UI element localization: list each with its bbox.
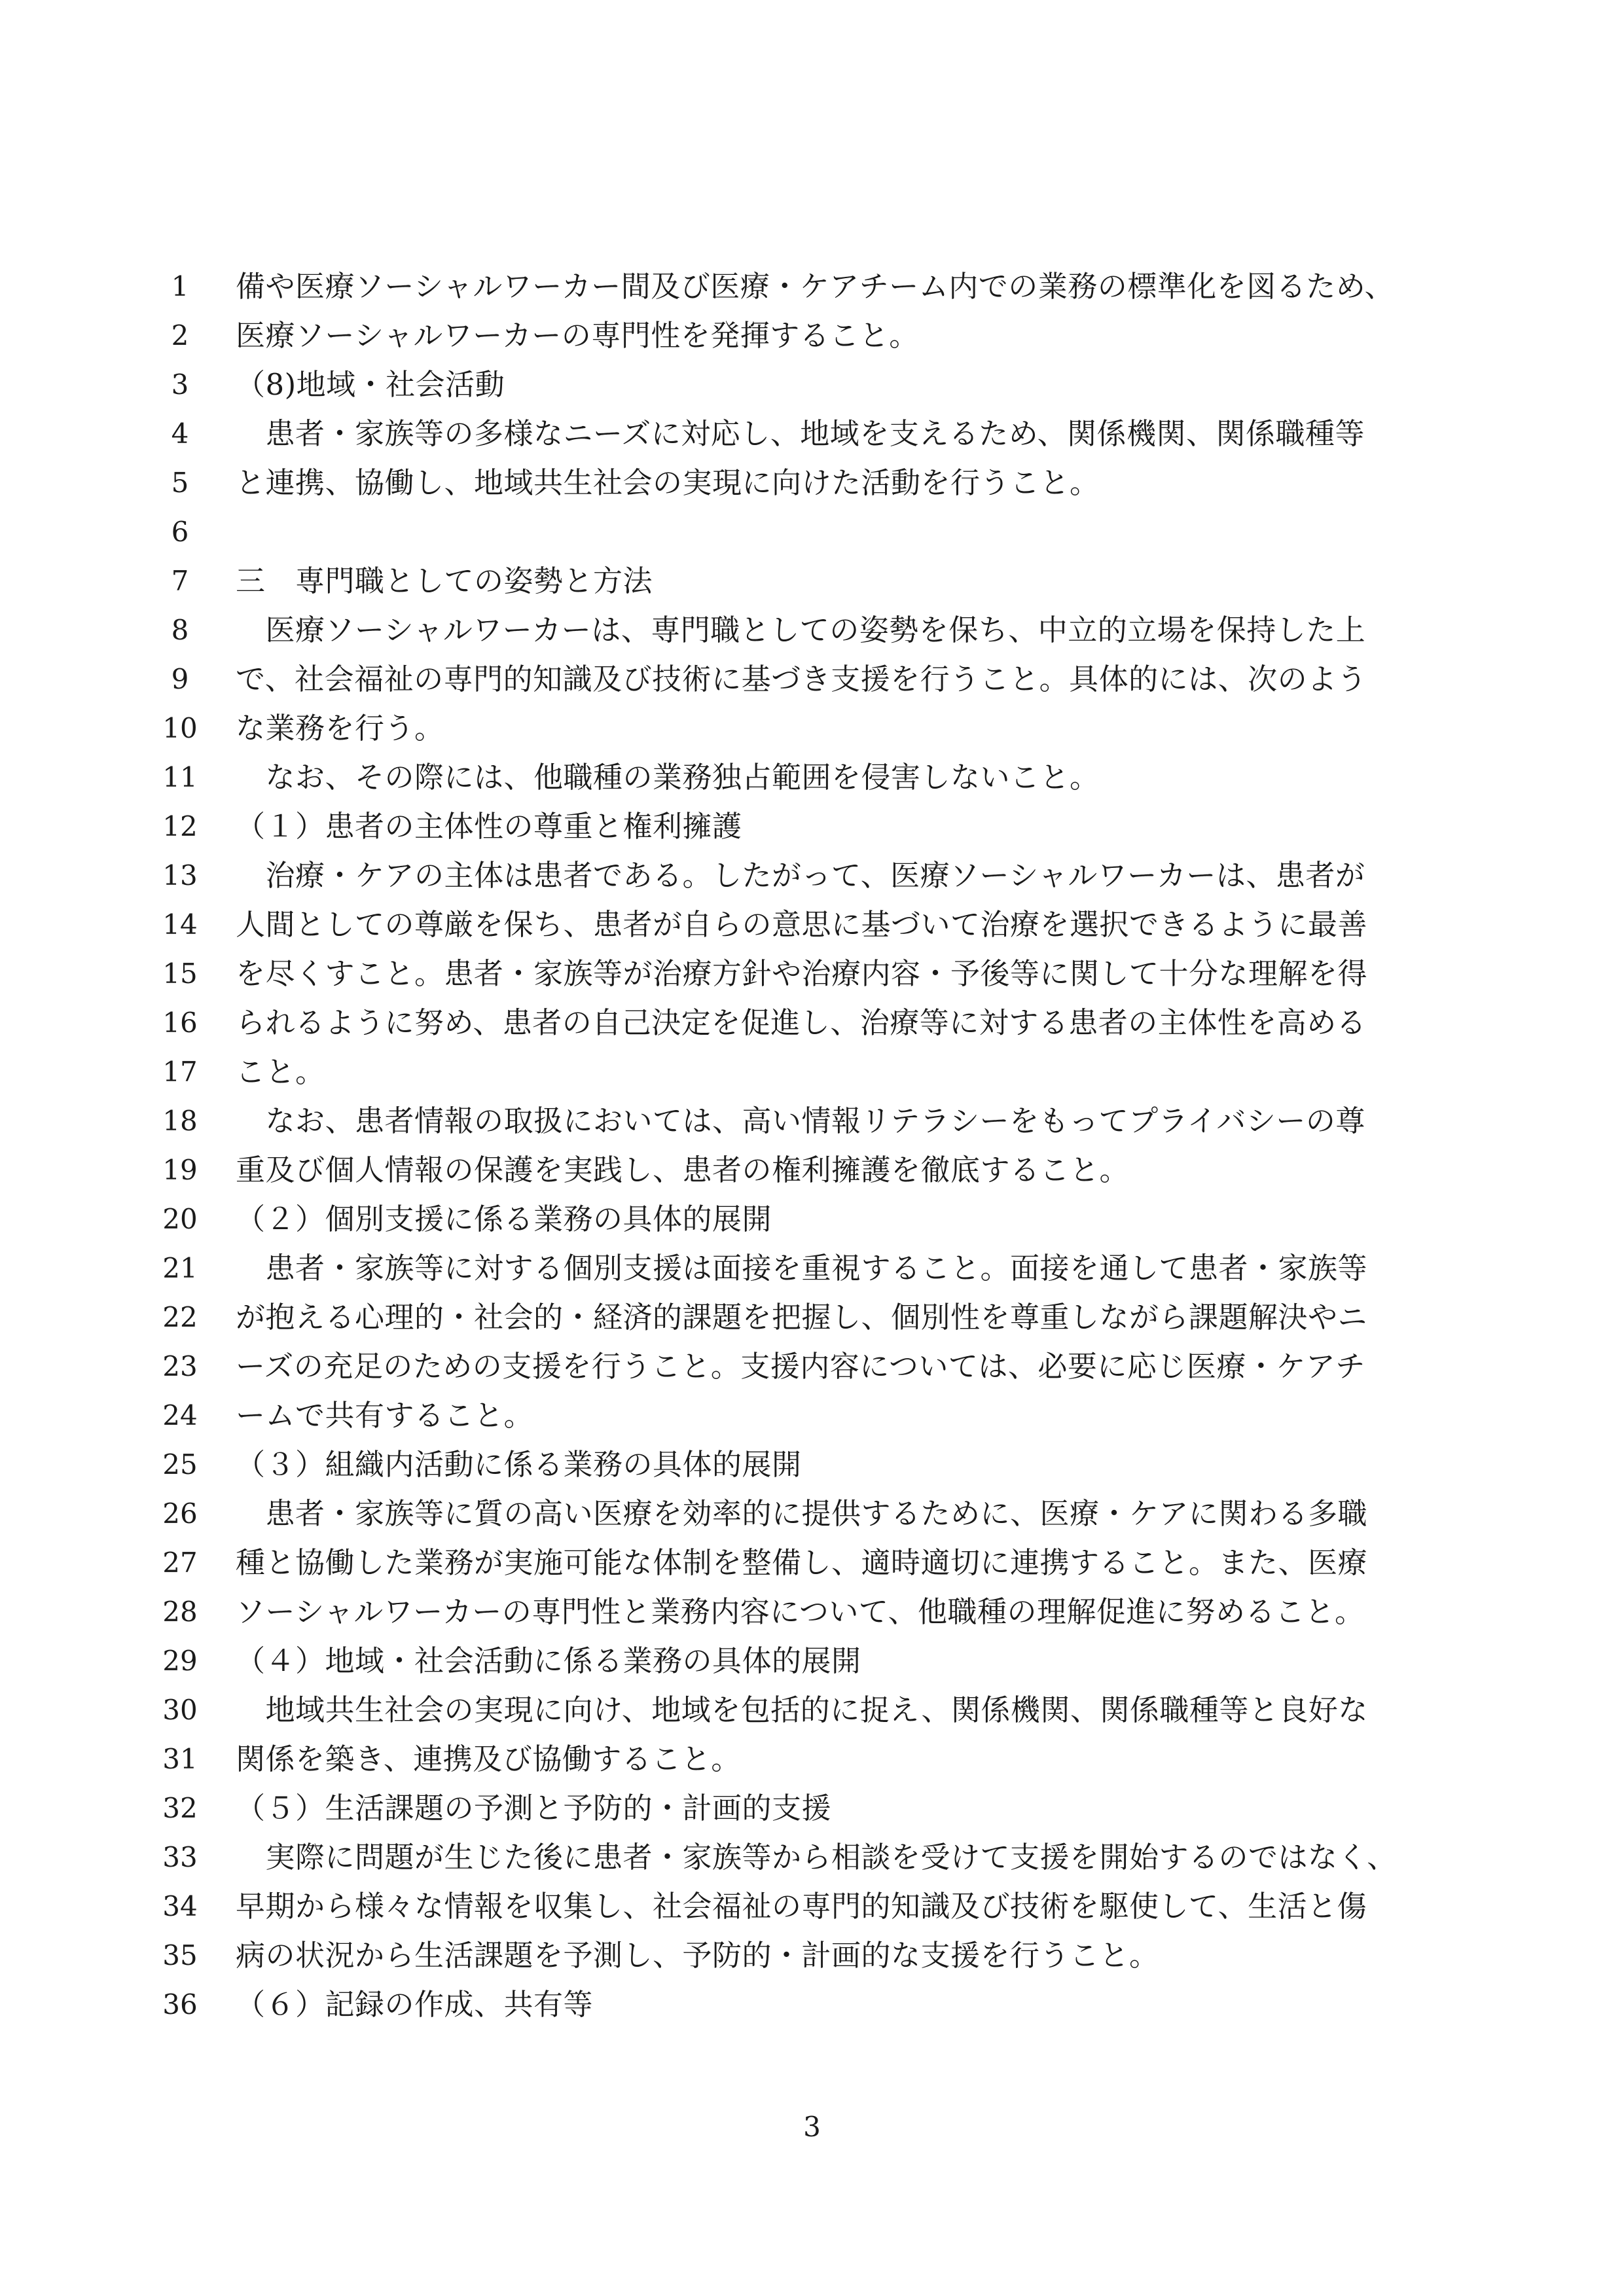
line-number: 3	[171, 368, 189, 401]
text-line	[0, 1145, 1624, 1194]
line-number: 33	[162, 1841, 198, 1873]
line-number: 19	[162, 1154, 198, 1186]
line-text: なお、患者情報の取扱においては、高い情報リテラシーをもってプライバシーの尊	[236, 1103, 1365, 1138]
line-text: 地域共生社会の実現に向け、地域を包括的に捉え、関係機関、関係職種等と良好な	[236, 1693, 1368, 1727]
line-number: 32	[162, 1792, 198, 1824]
line-number: 7	[171, 565, 189, 597]
line-number: 16	[162, 1007, 198, 1039]
line-text: 備や医療ソーシャルワーカー間及び医療・ケアチーム内での業務の標準化を図るため、	[236, 269, 1395, 304]
text-line	[0, 1882, 1624, 1931]
text-line	[0, 1489, 1624, 1538]
text-line	[0, 1734, 1624, 1784]
line-number: 20	[162, 1203, 198, 1235]
text-line	[0, 1440, 1624, 1489]
text-line	[0, 1342, 1624, 1391]
line-number: 36	[162, 1988, 198, 2020]
line-text: 種と協働した業務が実施可能な体制を整備し、適時適切に連携すること。また、医療	[236, 1545, 1368, 1580]
line-number: 18	[162, 1105, 198, 1137]
line-number: 23	[162, 1350, 198, 1382]
line-number: 22	[162, 1301, 198, 1333]
line-text: を尽くすこと。患者・家族等が治療方針や治療内容・予後等に関して十分な理解を得	[236, 956, 1368, 991]
line-text: 患者・家族等に質の高い医療を効率的に提供するために、医療・ケアに関わる多職	[236, 1496, 1368, 1531]
text-line	[0, 409, 1624, 458]
text-line	[0, 1391, 1624, 1440]
line-text: 重及び個人情報の保護を実践し、患者の権利擁護を徹底すること。	[236, 1153, 1130, 1187]
text-line	[0, 1538, 1624, 1587]
text-line	[0, 1931, 1624, 1980]
line-number: 14	[162, 908, 198, 941]
line-number: 26	[162, 1498, 198, 1530]
line-number: 31	[162, 1743, 198, 1775]
line-text: な業務を行う。	[236, 711, 444, 745]
line-number: 34	[162, 1890, 198, 1922]
line-text: 人間としての尊厳を保ち、患者が自らの意思に基づいて治療を選択できるように最善	[236, 907, 1368, 942]
line-number: 35	[162, 1939, 198, 1971]
text-line	[0, 655, 1624, 704]
page-number: 3	[803, 2111, 821, 2143]
line-text: られるように努め、患者の自己決定を促進し、治療等に対する患者の主体性を高める	[236, 1005, 1367, 1040]
text-line	[0, 1636, 1624, 1685]
line-text: こと。	[236, 1054, 325, 1089]
text-line	[0, 1096, 1624, 1145]
text-line	[0, 1587, 1624, 1636]
line-text: が抱える心理的・社会的・経済的課題を把握し、個別性を尊重しながら課題解決やニ	[236, 1300, 1368, 1335]
line-number: 15	[162, 958, 198, 990]
line-number: 25	[162, 1448, 198, 1480]
text-line	[0, 1047, 1624, 1096]
line-text: 三 専門職としての姿勢と方法	[236, 564, 653, 598]
line-text: なお、その際には、他職種の業務独占範囲を侵害しないこと。	[236, 760, 1100, 795]
text-line	[0, 802, 1624, 851]
text-line	[0, 360, 1624, 409]
text-line	[0, 1980, 1624, 2029]
line-text: （６）記録の作成、共有等	[236, 1987, 594, 2022]
line-number: 6	[171, 516, 189, 548]
line-text: （8)地域・社会活動	[236, 367, 505, 402]
line-text: 患者・家族等に対する個別支援は面接を重視すること。面接を通して患者・家族等	[236, 1251, 1368, 1285]
text-line	[0, 1784, 1624, 1833]
text-line	[0, 998, 1624, 1047]
line-number: 2	[171, 319, 189, 351]
text-line	[0, 753, 1624, 802]
text-line	[0, 1293, 1624, 1342]
line-number: 10	[162, 712, 198, 744]
text-line	[0, 851, 1624, 900]
line-number: 9	[171, 663, 189, 695]
line-number: 8	[171, 614, 189, 646]
text-line	[0, 507, 1624, 556]
line-text: ソーシャルワーカーの専門性と業務内容について、他職種の理解促進に努めること。	[236, 1594, 1365, 1629]
line-text: 早期から様々な情報を収集し、社会福祉の専門的知識及び技術を駆使して、生活と傷	[236, 1889, 1367, 1924]
text-line	[0, 1685, 1624, 1734]
line-number: 12	[162, 810, 198, 842]
text-line	[0, 1244, 1624, 1293]
text-line	[0, 900, 1624, 949]
line-text: 患者・家族等の多様なニーズに対応し、地域を支えるため、関係機関、関係職種等	[236, 416, 1365, 451]
line-text: と連携、協働し、地域共生社会の実現に向けた活動を行うこと。	[236, 465, 1100, 500]
line-text: 病の状況から生活課題を予測し、予防的・計画的な支援を行うこと。	[236, 1938, 1159, 1973]
text-line	[0, 704, 1624, 753]
text-line	[0, 1194, 1624, 1244]
line-number: 27	[162, 1547, 198, 1579]
line-number: 29	[162, 1645, 198, 1677]
line-text: で、社会福祉の専門的知識及び技術に基づき支援を行うこと。具体的には、次のよう	[236, 662, 1367, 696]
line-number: 11	[162, 761, 198, 793]
line-text: 医療ソーシャルワーカーは、専門職としての姿勢を保ち、中立的立場を保持した上	[236, 613, 1366, 647]
text-line	[0, 1833, 1624, 1882]
text-line	[0, 605, 1624, 655]
line-text: （５）生活課題の予測と予防的・計画的支援	[236, 1791, 832, 1825]
text-line	[0, 556, 1624, 605]
line-text: （３）組織内活動に係る業務の具体的展開	[236, 1447, 802, 1482]
line-number: 30	[162, 1694, 198, 1726]
line-text: （１）患者の主体性の尊重と権利擁護	[236, 809, 742, 844]
line-text: 治療・ケアの主体は患者である。したがって、医療ソーシャルワーカーは、患者が	[236, 858, 1365, 893]
line-number: 24	[162, 1399, 198, 1431]
line-text: （２）個別支援に係る業務の具体的展開	[236, 1202, 772, 1236]
line-text: ームで共有すること。	[236, 1398, 534, 1433]
text-line	[0, 311, 1624, 360]
line-number: 1	[171, 270, 189, 302]
text-line	[0, 949, 1624, 998]
text-line	[0, 262, 1624, 311]
line-number: 5	[171, 467, 189, 499]
line-text: 実際に問題が生じた後に患者・家族等から相談を受けて支援を開始するのではなく、	[236, 1840, 1397, 1874]
text-line	[0, 458, 1624, 507]
line-number: 13	[162, 859, 198, 891]
line-text: 関係を築き、連携及び協働すること。	[236, 1742, 741, 1776]
line-number: 17	[162, 1056, 198, 1088]
line-text: ーズの充足のための支援を行うこと。支援内容については、必要に応じ医療・ケアチ	[236, 1349, 1365, 1384]
line-text: （４）地域・社会活動に係る業務の具体的展開	[236, 1643, 861, 1678]
line-number: 4	[171, 418, 189, 450]
line-number: 21	[162, 1252, 198, 1284]
line-text: 医療ソーシャルワーカーの専門性を発揮すること。	[236, 318, 919, 353]
line-number: 28	[162, 1596, 198, 1628]
